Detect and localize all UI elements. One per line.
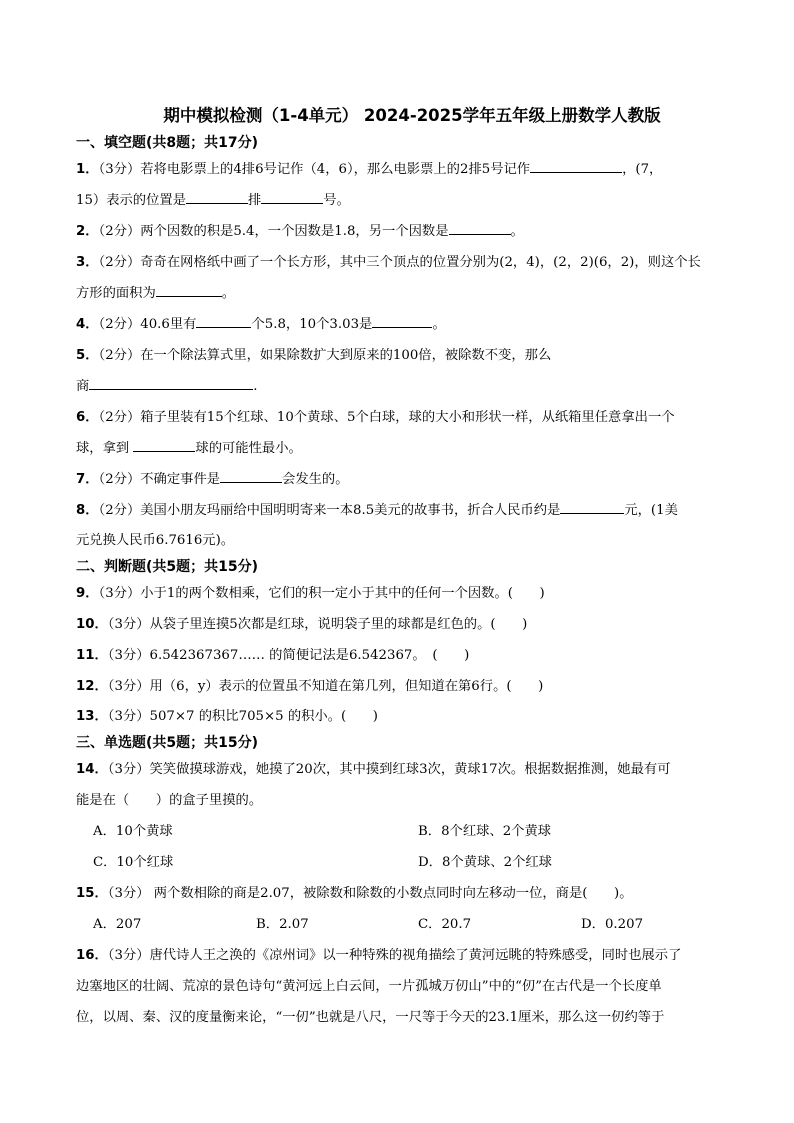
option-a[interactable]: A．10个黄球: [93, 824, 173, 839]
answer-blank[interactable]: [530, 158, 622, 173]
question-text: 15）表示的位置是: [76, 193, 186, 208]
question-8-line-2: [76, 526, 748, 556]
question-text: 排: [248, 193, 262, 208]
question-16-line-1: [76, 940, 748, 971]
question-number: 9．: [76, 586, 99, 601]
question-text: （3分）若将电影票上的4排6号记作（4，6），那么电影票上的2排5号记作: [98, 162, 531, 177]
question-7: [76, 464, 748, 495]
option-d[interactable]: D．0.207: [581, 917, 644, 932]
question-number: 2．: [76, 224, 99, 239]
question-text: ，(7，: [622, 162, 663, 177]
question-1-line-2: [76, 185, 748, 216]
question-text: （2分）40.6里有: [98, 317, 197, 332]
question-text: 元兑换人民币6.7616元)。: [76, 533, 235, 548]
question-number: 8．: [76, 503, 99, 518]
question-text: （2分）箱子里装有15个红球、10个黄球、5个白球，球的大小和形状一样，从纸箱里任意拿出一个: [98, 410, 675, 425]
question-9: [76, 578, 748, 609]
question-15: [76, 878, 748, 909]
question-4: [76, 309, 748, 340]
answer-blank[interactable]: [220, 468, 282, 483]
question-text: 位，以周、秦、汉的度量衡来论，“一仞”也就是八尺，一尺等于今天的23.1厘米，那么这一仞约等于: [76, 1010, 665, 1025]
answer-blank[interactable]: [186, 189, 248, 204]
question-number: 11．: [76, 648, 108, 663]
question-8-line-1: [76, 495, 748, 526]
answer-blank[interactable]: [261, 189, 323, 204]
question-number: 12．: [76, 679, 108, 694]
question-text: 。: [432, 317, 446, 332]
question-text: 能是在（ ）的盒子里摸的。: [76, 793, 263, 808]
question-text: 边塞地区的壮阔、荒凉的景色诗句“黄河远上白云间，一片孤城万仞山”中的“仞”在古代是一个长度单: [76, 979, 662, 994]
section-true-false: 二、判断题(共5题；共15分): [76, 559, 259, 575]
question-text: （2分）不确定事件是: [98, 472, 221, 487]
option-c[interactable]: C．10个红球: [93, 855, 174, 870]
question-16-line-3: [76, 1002, 748, 1033]
question-text: 方形的面积为: [76, 286, 156, 301]
question-number: 4．: [76, 317, 99, 332]
question-14-line-2: [76, 785, 748, 816]
page-title: 期中模拟检测（1-4单元） 2024-2025学年五年级上册数学人教版: [163, 106, 661, 125]
section-single-choice: 三、单选题(共5题；共15分): [76, 735, 259, 751]
question-text: 商: [76, 379, 90, 394]
question-6-line-1: [76, 402, 748, 433]
question-10: [76, 609, 748, 640]
question-number: 5．: [76, 348, 99, 363]
question-text: 元，(1美: [624, 503, 678, 518]
question-6-line-2: [76, 433, 748, 464]
question-5-line-1: [76, 340, 748, 371]
answer-blank[interactable]: [133, 437, 195, 452]
question-13: [76, 702, 748, 732]
question-text: 。: [221, 286, 236, 301]
answer-blank[interactable]: [372, 313, 432, 328]
question-text: （3分） 两个数相除的商是2.07，被除数和除数的小数点同时向左移动一位，商是( )。: [107, 886, 633, 901]
question-number: 14．: [76, 762, 108, 777]
option-c[interactable]: C．20.7: [418, 917, 472, 932]
question-text: （2分）奇奇在网格纸中画了一个长方形，其中三个顶点的位置分别为(2，4)，(2，2)(6，2)，则这个长: [98, 255, 701, 270]
answer-blank[interactable]: [156, 282, 222, 297]
question-number: 6．: [76, 410, 99, 425]
question-text: （3分）唐代诗人王之涣的《凉州词》以一种特殊的视角描绘了黄河远眺的特殊感受，同时也展示了: [107, 948, 682, 963]
answer-blank[interactable]: [89, 375, 253, 390]
answer-blank[interactable]: [196, 313, 251, 328]
question-text: 个5.8，10个3.03是: [251, 317, 373, 332]
question-text: 。: [510, 224, 524, 239]
question-12: [76, 671, 748, 702]
option-a[interactable]: A．207: [93, 917, 142, 932]
question-14-line-1: [76, 754, 748, 785]
question-3-line-1: [76, 247, 748, 278]
question-15-options: [76, 909, 748, 940]
question-2: [76, 216, 748, 247]
question-number: 7．: [76, 472, 99, 487]
question-number: 1．: [76, 162, 99, 177]
question-number: 10．: [76, 617, 108, 632]
question-text: （3分）小于1的两个数相乘，它们的积一定小于其中的任何一个因数。( ): [98, 586, 545, 601]
question-number: 15．: [76, 886, 108, 901]
question-number: 3．: [76, 255, 99, 270]
option-b[interactable]: B．8个红球、2个黄球: [418, 824, 552, 839]
question-text: （2分）两个因数的积是5.4，一个因数是1.8，另一个因数是: [98, 224, 449, 239]
question-text: 球，拿到: [76, 441, 134, 456]
question-5-line-2: [76, 371, 748, 402]
question-text: （3分）6.542367367…… 的简便记法是6.542367。 ( ): [107, 648, 470, 663]
question-1-line-1: [76, 154, 748, 185]
question-text: .: [253, 379, 258, 394]
question-16-line-2: [76, 971, 748, 1002]
question-text: （3分）从袋子里连摸5次都是红球，说明袋子里的球都是红色的。( ): [107, 617, 528, 632]
question-text: （3分）笑笑做摸球游戏，她摸了20次，其中摸到红球3次，黄球17次。根据数据推测，她最有可: [107, 762, 671, 777]
question-number: 13．: [76, 709, 108, 724]
question-11: [76, 640, 748, 671]
question-text: （3分）507×7 的积比705×5 的积小。( ): [107, 709, 378, 724]
question-14-options-row-2: [76, 847, 748, 878]
question-text: 会发生的。: [282, 472, 349, 487]
option-d[interactable]: D．8个黄球、2个红球: [418, 855, 552, 870]
question-text: （2分）美国小朋友玛丽给中国明明寄来一本8.5美元的故事书，折合人民币约是: [98, 503, 561, 518]
answer-blank[interactable]: [560, 499, 624, 514]
option-b[interactable]: B．2.07: [256, 917, 309, 932]
section-fill-in: 一、填空题(共8题；共17分): [76, 135, 259, 151]
answer-blank[interactable]: [449, 220, 511, 235]
question-text: （2分）在一个除法算式里，如果除数扩大到原来的100倍，被除数不变，那么: [98, 348, 552, 363]
question-text: 球的可能性最小。: [195, 441, 302, 456]
question-text: 号。: [323, 193, 350, 208]
question-3-line-2: [76, 278, 748, 309]
exam-page: [76, 104, 748, 1033]
question-14-options-row-1: [76, 816, 748, 847]
question-text: （3分）用（6，y）表示的位置虽不知道在第几列，但知道在第6行。( ): [107, 679, 544, 694]
question-number: 16．: [76, 948, 108, 963]
